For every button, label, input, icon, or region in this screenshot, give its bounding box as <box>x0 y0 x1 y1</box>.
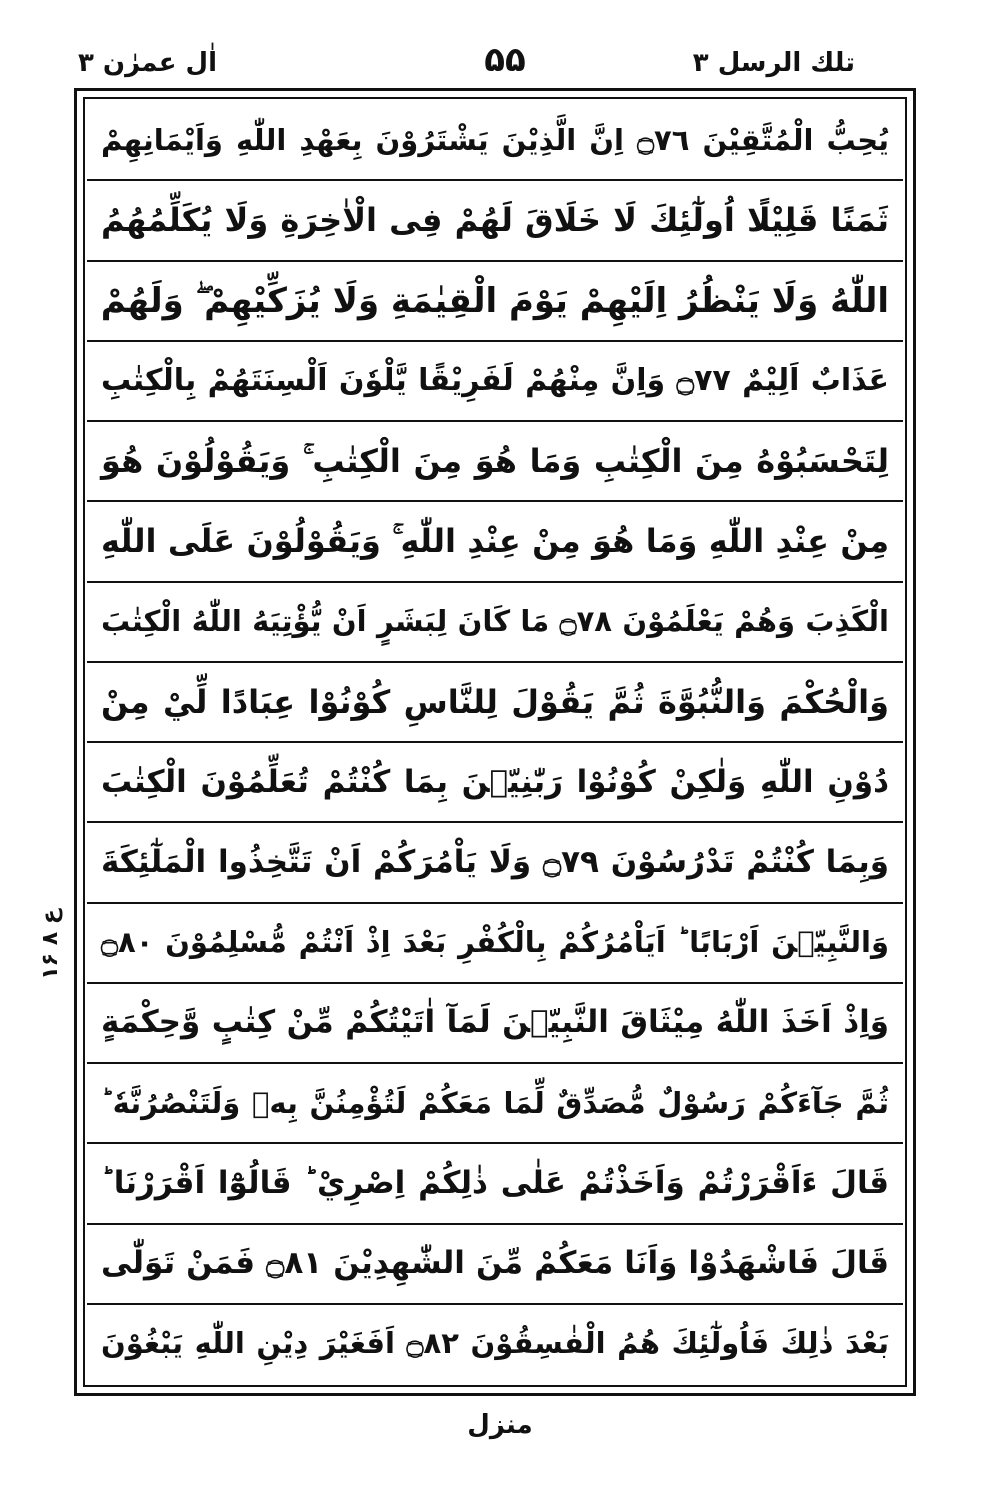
line-text: عَذَابٌ اَلِيْمٌ ۝٧٧ وَاِنَّ مِنْهُمْ لَفَرِيْقًا يَّلْوٗنَ اَلْسِنَتَهُمْ بِالْكِتٰبِ <box>101 362 889 398</box>
text-line <box>87 904 903 984</box>
text-line <box>87 181 903 261</box>
line-text: وَبِمَا كُنْتُمْ تَدْرُسُوْنَ ۝٧٩ وَلَا يَاْمُرَكُمْ اَنْ تَتَّخِذُوا الْمَلٰٓئِكَةَ <box>101 843 889 880</box>
line-text: دُوْنِ اللّٰهِ وَلٰكِنْ كُوْنُوْا رَبّٰنِيّٖنَ بِمَا كُنْتُمْ تُعَلِّمُوْنَ الْكِتٰبَ <box>101 763 889 800</box>
text-line <box>87 1305 903 1383</box>
manzil-label: منزل <box>467 1410 533 1440</box>
line-text: وَالنَّبِيّٖنَ اَرْبَابًا ؕ اَيَاْمُرُكُمْ بِالْكُفْرِ بَعْدَ اِذْ اَنْتُمْ مُّسْلِمُوْنَ ۝٨٠ <box>101 925 889 960</box>
line-text: لِتَحْسَبُوْهُ مِنَ الْكِتٰبِ وَمَا هُوَ مِنَ الْكِتٰبِ ۚ وَيَقُوْلُوْنَ هُوَ <box>101 442 889 481</box>
page-frame <box>74 88 916 1396</box>
text-line <box>87 101 903 181</box>
text-line <box>87 422 903 502</box>
text-line <box>87 502 903 582</box>
line-text: يُحِبُّ الْمُتَّقِيْنَ ۝٧٦ اِنَّ الَّذِيْنَ يَشْتَرُوْنَ بِعَهْدِ اللّٰهِ وَاَيْمَانِهِمْ <box>101 122 889 157</box>
line-text: ثَمَنًا قَلِيْلًا اُولٰٓئِكَ لَا خَلَاقَ لَهُمْ فِى الْاٰخِرَةِ وَلَا يُكَلِّمُهُمُ <box>101 201 889 240</box>
text-line <box>87 823 903 903</box>
text-line <box>87 663 903 743</box>
line-text: ثُمَّ جَآءَكُمْ رَسُوْلٌ مُّصَدِّقٌ لِّمَا مَعَكُمْ لَتُؤْمِنُنَّ بِهٖ وَلَتَنْصُرُنَّهٗ ؕ <box>101 1085 889 1120</box>
line-text: قَالَ ءَاَقْرَرْتُمْ وَاَخَذْتُمْ عَلٰى ذٰلِكُمْ اِصْرِيْ ؕ قَالُوْٓا اَقْرَرْنَا ؕ <box>101 1164 889 1201</box>
line-text: وَالْحُكْمَ وَالنُّبُوَّةَ ثُمَّ يَقُوْلَ لِلنَّاسِ كُوْنُوْا عِبَادًا لِّيْ مِنْ <box>101 682 889 721</box>
page-number: ۵۵ <box>484 40 526 80</box>
text-line <box>87 984 903 1064</box>
line-text: الْكَذِبَ وَهُمْ يَعْلَمُوْنَ ۝٧٨ مَا كَانَ لِبَشَرٍ اَنْ يُّؤْتِيَهُ اللّٰهُ الْكِتٰبَ <box>101 604 889 639</box>
text-line <box>87 262 903 342</box>
line-text: قَالَ فَاشْهَدُوْا وَاَنَا مَعَكُمْ مِّنَ الشّٰهِدِيْنَ ۝٨١ فَمَنْ تَوَلّٰى <box>101 1245 889 1282</box>
text-line <box>87 583 903 663</box>
text-line <box>87 743 903 823</box>
text-line <box>87 1144 903 1224</box>
surah-title: اٰل عمرٰن ٣ <box>78 48 218 78</box>
line-text: اللّٰهُ وَلَا يَنْظُرُ اِلَيْهِمْ يَوْمَ الْقِيٰمَةِ وَلَا يُزَكِّيْهِمْ ۖ وَلَهُمْ <box>100 280 889 321</box>
ruku-marker: ع ۸ ۱۶ <box>37 909 63 980</box>
text-line <box>87 342 903 422</box>
text-line <box>87 1064 903 1144</box>
text-lines <box>87 101 903 1383</box>
text-line <box>87 1225 903 1305</box>
line-text: مِنْ عِنْدِ اللّٰهِ وَمَا هُوَ مِنْ عِنْدِ اللّٰهِ ۚ وَيَقُوْلُوْنَ عَلَى اللّٰهِ <box>101 522 889 561</box>
line-text: بَعْدَ ذٰلِكَ فَاُولٰٓئِكَ هُمُ الْفٰسِقُوْنَ ۝٨٢ اَفَغَيْرَ دِيْنِ اللّٰهِ يَبْغُوْنَ <box>101 1326 890 1361</box>
juz-title: تلك الرسل ٣ <box>692 48 855 78</box>
line-text: وَاِذْ اَخَذَ اللّٰهُ مِيْثَاقَ النَّبِيّٖنَ لَمَآ اٰتَيْتُكُمْ مِّنْ كِتٰبٍ وَّحِكْمَةٍ <box>101 1004 889 1041</box>
